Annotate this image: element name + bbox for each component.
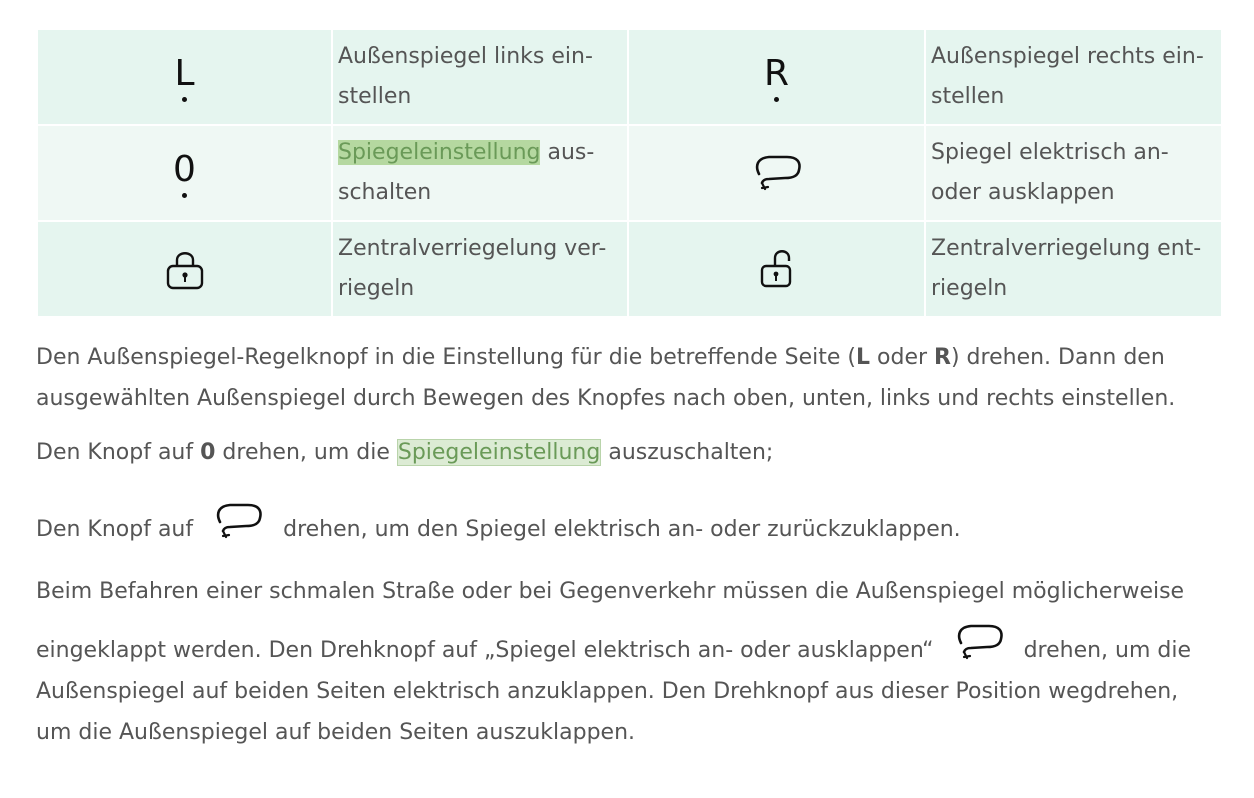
table-row [37,29,1222,125]
symbol-cell [628,29,925,125]
lock-icon [164,246,206,292]
table-row [37,125,1222,221]
description-line: stellen [931,84,1005,109]
highlighted-term: Spiegeleinstellung [338,140,541,165]
description-line: riegeln [931,276,1008,301]
highlighted-term: Spiegeleinstellung [397,440,601,465]
paragraph-narrow-road-line: eingeklappt werden. Den Drehknopf auf „Spiegel elektrisch an- oder ausklappen“ drehen, um die Außenspiegel auf beiden Seiten elektrisch anzuklappen. Den Drehknopf aus dieser Position wegdrehen, um die Außenspiegel auf beiden Seiten auszuklappen. [36,630,1221,753]
left-mirror-symbol: L [174,56,194,92]
description-cell [332,29,628,125]
description-line: stellen [338,84,412,109]
fold-mirror-icon [212,500,264,542]
description-line: Spiegeleinstellung aus- [338,140,595,165]
fold-mirror-icon [953,621,1005,663]
description-line: Zentralverriegelung ver- [338,236,607,261]
description-cell [332,125,628,221]
symbol-cell [37,221,332,317]
symbol-cell [37,29,332,125]
description-cell [925,29,1222,125]
fold-mirror-icon [751,152,803,194]
paragraph-turn-off: Den Knopf auf 0 drehen, um die Spiegeleinstellung auszuschalten; [36,440,774,465]
unlock-icon [758,246,796,292]
right-mirror-symbol: R [764,56,789,92]
symbol-cell [37,125,332,221]
mirror-control-table [36,28,1223,318]
symbol-cell [628,221,925,317]
description-cell [925,221,1222,317]
bold-zero: 0 [200,440,216,465]
paragraph-fold-knob: Den Knopf auf drehen, um den Spiegel elektrisch an- oder zurückzuklappen. [36,509,1221,550]
description-line: oder ausklappen [931,180,1115,205]
description-line: Spiegel elektrisch an- [931,140,1169,165]
description-cell [925,125,1222,221]
bold-r: R [934,345,951,370]
paragraph-adjust-mirror: Den Außenspiegel-Regelknopf in die Einstellung für die betreffende Seite (L oder R) drehen. Dann den ausgewählten Außenspiegel durch Bewegen des Knopfes nach oben, unten, links und rechts einstellen. [36,345,1176,411]
description-cell [332,221,628,317]
description-line: Außenspiegel links ein- [338,44,593,69]
manual-page [36,28,1221,753]
table-row [37,221,1222,317]
symbol-cell [628,125,925,221]
description-line: riegeln [338,276,415,301]
off-symbol: 0 [173,152,196,188]
paragraph-narrow-road: Beim Befahren einer schmalen Straße oder bei Gegenverkehr müssen die Außenspiegel möglicherweise [36,579,1185,604]
bold-l: L [856,345,871,370]
description-line: Zentralverriegelung ent- [931,236,1202,261]
description-line: Außenspiegel rechts ein- [931,44,1204,69]
description-line: schalten [338,180,432,205]
